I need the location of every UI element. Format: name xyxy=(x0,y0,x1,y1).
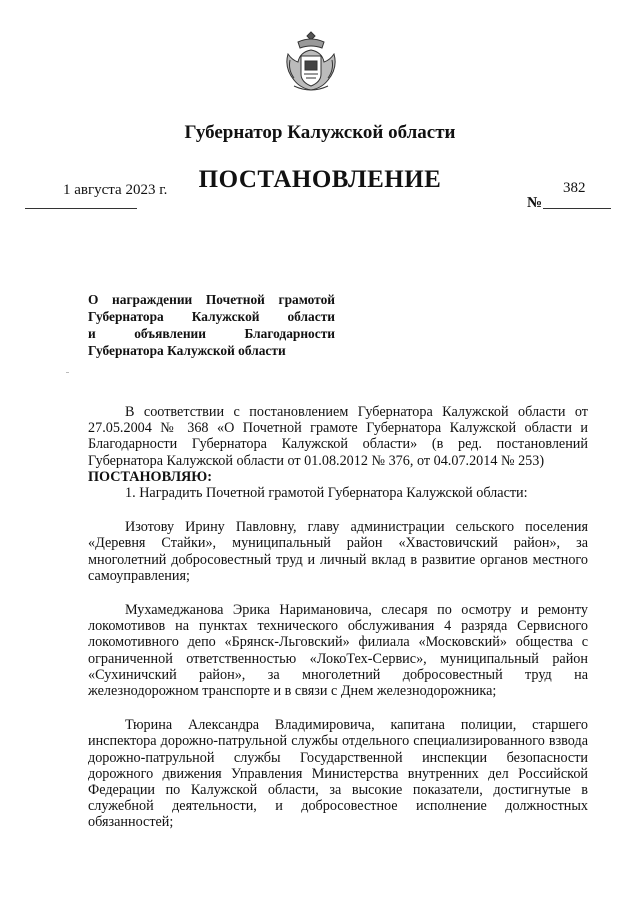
coat-of-arms-icon xyxy=(284,30,338,94)
subject-line: и объявлении Благодарности xyxy=(88,326,335,341)
authority-title: Губернатор Калужской области xyxy=(184,122,456,143)
scan-speck xyxy=(66,372,69,373)
awardee-paragraph: Изотову Ирину Павловну, главу администрации сельского поселения «Деревня Стайки», муниципальный район «Хвастовичский район», за многолетний добросовестный труд и личный вклад в развитие органов местного самоуправления; xyxy=(88,519,588,584)
subject-line: О награждении Почетной грамотой xyxy=(88,292,335,307)
document-type: ПОСТАНОВЛЕНИЕ xyxy=(198,166,442,193)
decree-heading: ПОСТАНОВЛЯЮ: xyxy=(88,468,213,485)
item-1-paragraph: 1. Наградить Почетной грамотой Губернатора Калужской области: xyxy=(125,485,528,502)
date-underline xyxy=(25,208,137,209)
subject-line: Губернатора Калужской области xyxy=(88,309,335,324)
document-subject xyxy=(88,291,335,359)
number-underline xyxy=(543,208,611,209)
subject-line: Губернатора Калужской области xyxy=(88,343,286,358)
awardee-paragraph: Тюрина Александра Владимировича, капитана полиции, старшего инспектора дорожно-патрульной службы отдельного специализированного взвода дорожно-патрульной службы Государственной инспекции безопасности дорожного движения Управления Министерства внутренних дел Российской Федерации по Калужской области, за высокие показатели, достигнутые в служебной деятельности, и добросовестное исполнение должностных обязанностей; xyxy=(88,717,588,831)
document-date: 1 августа 2023 г. xyxy=(63,182,168,198)
number-label: № xyxy=(527,195,543,211)
preamble-paragraph: В соответствии с постановлением Губернатора Калужской области от 27.05.2004 № 368 «О Почетной грамоте Губернатора Калужской области и Благодарности Губернатора Калужской области» (в ред. постановлений Губернатора Калужской области от 01.08.2012 № 376, от 04.07.2014 № 253) xyxy=(88,404,588,469)
document-body xyxy=(88,404,588,831)
awardee-paragraph: Мухамеджанова Эрика Наримановича, слесаря по осмотру и ремонту локомотивов на пунктах технического обслуживания 4 разряда Сервисного локомотивного депо «Брянск-Льговский» филиала «Московский» общества с ограниченной ответственностью «ЛокоТех-Сервис», муниципальный район «Сухиничский район», за многолетний добросовестный труд на железнодорожном транспорте и в связи с Днем железнодорожника; xyxy=(88,602,588,700)
document-number: 382 xyxy=(563,180,586,196)
